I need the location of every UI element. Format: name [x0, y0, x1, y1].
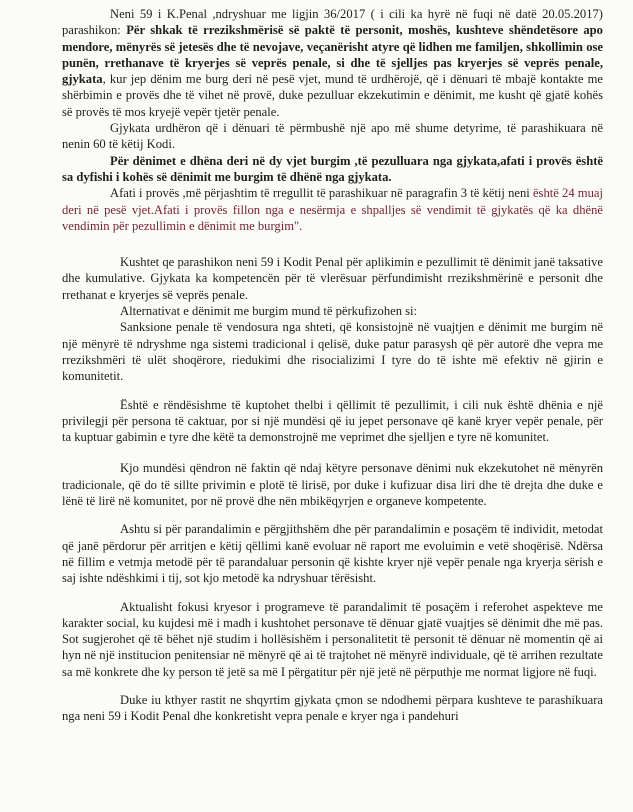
paragraph-sanctions: Sanksione penale të vendosura nga shteti, që konsistojnë në vuajtjen e dënimit me burgim në një mënyrë të ndryshme nga sistemi tradicional i qelisë, duke patur parasysh që për autorë dhe vepra me rrezikshmëri të ulët shoqërore, riedukimi dhe risocializimi I tyre do të ishte më efektiv në gjirin e komunitetit.: [62, 320, 603, 384]
paragraph-obligations: Gjykata urdhëron që i dënuari të përmbushë një apo më shume detyrime, të parashikuara në nenin 60 të këtij Kodi.: [62, 121, 603, 152]
paragraph-article-59: [62, 6, 603, 120]
article-rest-text: , kur jep dënim me burg deri në pesë vjet, mund të urdhërojë, që i dënuari të mbajë kontakte me shërbimin e provës dhe të vihet në provë, duke pezulluar ekzekutimin e dënimit, me kusht që gjatë kohës së provës të mos kryejë vepër tjetër penale.: [62, 72, 603, 119]
paragraph-current-focus: Aktualisht fokusi kryesor i programeve të parandalimit të posaçëm i referohet aspekteve me karakter social, ku kujdesi më i madh i kushtohet personave të dënuar gjatë vuajtjes së dënimit dhe më pas. Sot sugjerohet që të bëhet një studim i hollësishëm i personalitetit të personit të dënuar në momentin që ai hyn në një institucion penitensiar në mënyrë që ai të trajtohet në mënyrë individuale, që të arrihen rezultate sa më konkrete dhe ky person të jetë sa më I përgatitur për një jetë në përputhje me normat ligjore në fuqi.: [62, 599, 603, 679]
paragraph-alternatives: Alternativat e dënimit me burgim mund të përkufizohen si:: [120, 304, 418, 319]
article-bold-text: Për shkak të rrezikshmërisë së paktë të personit, moshës, kushteve shëndetësore apo mendore, mënyrës së jetesës dhe të nevojave, veçanërisht atyre që lidhen me familjen, shkollimin ose punën, rrethanave të kryerjes së veprës penale, si dhe të sjelljes pas kryerjes së veprës penale, gjykata: [62, 23, 603, 87]
paragraph-prevention: Ashtu si për parandalimin e përgjithshëm dhe për parandalimin e posaçëm të individit, metodat që janë përdorur për arritjen e këtij qëllimi kanë evoluar në raport me evoluimin e vetë shoqërisë. Ndërsa në fillim e vetmja metodë për të parandaluar personin që kishte kryer një vepër penale nga kryerja sërish e saj ishte ndëshkimi i tij, sot kjo metodë ka ndryshuar tërësisht.: [62, 522, 603, 586]
paragraph-opportunity: Kjo mundësi qëndron në faktin që ndaj këtyre personave dënimi nuk ekzekutohet në mënyrën tradicionale, që do të sillte privimin e plotë të lirisë, por duke i kufizuar disa liri dhe të drejta dhe duke e lënë të lirë në komunitet, por në provë dhe nën mbikëqyrjen e organeve kompetente.: [62, 461, 603, 509]
paragraph-probation-period: Për dënimet e dhëna deri në dy vjet burgim ,të pezulluara nga gjykata,afati i provës është sa dyfishi i kohës së dënimit me burgim të dhënë nga gjykata.: [62, 153, 603, 184]
paragraph-case-review: Duke iu kthyer rastit ne shqyrtim gjykata çmon se ndodhemi përpara kushteve te parashikuara nga neni 59 i Kodit Penal dhe konkretisht vepra penale e kryer nga i pandehuri: [62, 692, 603, 724]
paragraph-essence: Është e rëndësishme të kuptohet thelbi i qëllimit të pezullimit, i cili nuk është dhënia e një privilegji për persona të caktuar, por si një mundësi që iu jepet personave që kanë kryer vepër penale, për ta kuptuar gabimin e tyre dhe këtë ta demonstrojnë me veprimet dhe sjelljen e tyre në komunitet.: [62, 397, 603, 445]
exception-text: Afati i provës ,më përjashtim të rregullit të parashikuar në paragrafin 3 të këtij neni: [110, 186, 533, 201]
exception-text-highlight: është 24 muaj deri në pesë vjet.Afati i provës fillon nga e nesërmja e shpalljes së vendimit të gjykatës që ka dhënë vendimin për pezullimin e dënimit me burgim".: [62, 186, 603, 233]
article-intro: Neni 59 i K.Penal ,ndryshuar me ligjin 36/2017 ( i cili ka hyrë në fuqi në datë 20.05.2017) parashikon:: [62, 7, 603, 38]
paragraph-conditions: Kushtet qe parashikon neni 59 i Kodit Penal për aplikimin e pezullimit të dënimit janë taksative dhe kumulative. Gjykata ka kompetencën për të vlerësuar përfundimisht rrezikshmërinë e personit dhe rrethanat e kryerjes së veprës penale.: [62, 255, 603, 302]
paragraph-probation-exception: [62, 185, 603, 234]
